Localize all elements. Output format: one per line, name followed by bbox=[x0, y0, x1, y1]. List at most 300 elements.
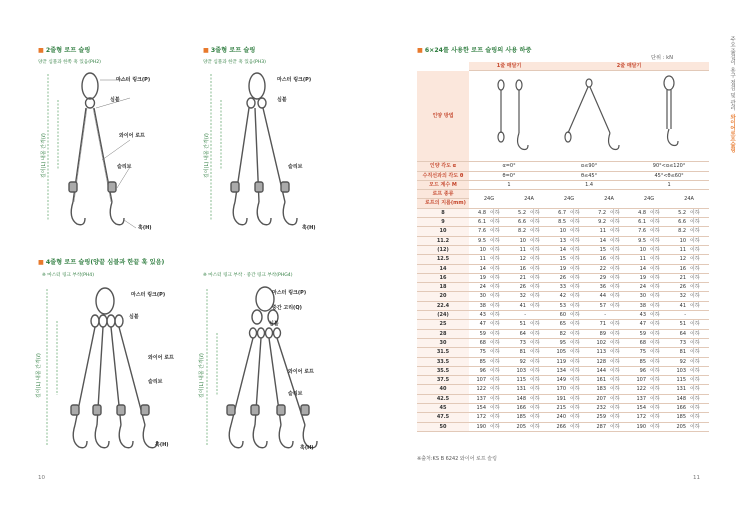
rope-diameter: 50 bbox=[417, 422, 469, 431]
load-suffix: 이하 bbox=[529, 273, 549, 282]
load-value: 44 bbox=[589, 292, 609, 301]
table-row bbox=[417, 320, 709, 329]
load-value: 60 bbox=[549, 311, 569, 320]
load-value: 64 bbox=[509, 329, 529, 338]
load-suffix: 이하 bbox=[569, 320, 589, 329]
header-angle-label: 인양 각도 α bbox=[417, 162, 469, 171]
load-suffix: 이하 bbox=[489, 292, 509, 301]
load-value: 47 bbox=[469, 320, 489, 329]
load-value: 166 bbox=[669, 404, 689, 413]
load-suffix: 이하 bbox=[569, 245, 589, 254]
label-sleeve-1: 슬리브 bbox=[117, 164, 132, 170]
load-suffix: 이하 bbox=[529, 385, 549, 394]
load-suffix: 이하 bbox=[529, 301, 549, 310]
load-value: 57 bbox=[589, 301, 609, 310]
load-value: 59 bbox=[629, 329, 649, 338]
vert-two-60: 45°<θ≤60° bbox=[629, 171, 709, 180]
load-value: 6.7 bbox=[549, 208, 569, 217]
load-value: 9.5 bbox=[469, 236, 489, 245]
rope-diameter: 33.5 bbox=[417, 357, 469, 366]
load-suffix bbox=[609, 311, 629, 320]
load-value: 6.6 bbox=[509, 218, 529, 227]
angle-two-120: 90°<α≤120° bbox=[629, 162, 709, 171]
load-suffix: 이하 bbox=[649, 413, 669, 422]
load-suffix: 이하 bbox=[609, 301, 629, 310]
load-suffix: 이하 bbox=[489, 320, 509, 329]
load-value: 207 bbox=[589, 394, 609, 403]
load-suffix: 이하 bbox=[609, 366, 629, 375]
load-suffix: 이하 bbox=[649, 283, 669, 292]
load-suffix: 이하 bbox=[609, 376, 629, 385]
load-value: 10 bbox=[509, 236, 529, 245]
load-suffix: 이하 bbox=[689, 357, 709, 366]
header-2-line: 2줄 매달기 bbox=[549, 62, 709, 71]
two-leg-lift-90-icon bbox=[554, 73, 624, 157]
section-3-line-sling-subtitle: 양끝 심블과 한끝 훅 있음(PH3) bbox=[203, 60, 266, 65]
table-row bbox=[417, 357, 709, 366]
load-value: 215 bbox=[549, 404, 569, 413]
source-note: ※출처:KS B 6242 와이어 로프 슬링 bbox=[417, 456, 497, 462]
load-suffix: 이하 bbox=[609, 227, 629, 236]
label-sleeve-4: 슬리브 bbox=[288, 391, 303, 397]
load-suffix: 이하 bbox=[689, 227, 709, 236]
rope-diameter: 16 bbox=[417, 273, 469, 282]
load-value: 183 bbox=[589, 385, 609, 394]
two-leg-lift-120-icon bbox=[639, 73, 699, 157]
load-suffix: 이하 bbox=[569, 366, 589, 375]
load-suffix: 이하 bbox=[529, 404, 549, 413]
load-value: 12 bbox=[509, 255, 529, 264]
header-1-line: 1줄 매달기 bbox=[469, 62, 549, 71]
load-suffix: 이하 bbox=[609, 236, 629, 245]
load-suffix: 이하 bbox=[529, 348, 549, 357]
load-suffix: 이하 bbox=[529, 413, 549, 422]
load-value: 30 bbox=[629, 292, 649, 301]
load-suffix: 이하 bbox=[649, 264, 669, 273]
angle-two-90: α≤90° bbox=[549, 162, 629, 171]
load-value: 26 bbox=[509, 283, 529, 292]
label-wire-rope-3: 와이어 로프 bbox=[148, 355, 174, 361]
rope-diameter: (24) bbox=[417, 311, 469, 320]
header-vert-label: 수직선과의 각도 θ bbox=[417, 171, 469, 180]
load-value: 38 bbox=[629, 301, 649, 310]
load-value: 107 bbox=[629, 376, 649, 385]
load-value: 38 bbox=[469, 301, 489, 310]
load-suffix: 이하 bbox=[489, 422, 509, 431]
load-suffix: 이하 bbox=[689, 283, 709, 292]
load-value: 43 bbox=[629, 311, 649, 320]
load-suffix: 이하 bbox=[569, 348, 589, 357]
load-suffix: 이하 bbox=[529, 292, 549, 301]
load-suffix: 이하 bbox=[689, 338, 709, 347]
load-suffix: 이하 bbox=[689, 273, 709, 282]
load-suffix: 이하 bbox=[529, 218, 549, 227]
section-3-line-sling-title: ■ 3줄형 로프 슬링 bbox=[203, 47, 256, 54]
load-value: 9.5 bbox=[629, 236, 649, 245]
load-value: 96 bbox=[469, 366, 489, 375]
load-value: 26 bbox=[669, 283, 689, 292]
load-value: 161 bbox=[589, 376, 609, 385]
load-suffix: 이하 bbox=[569, 413, 589, 422]
load-value: 81 bbox=[509, 348, 529, 357]
table-row bbox=[417, 329, 709, 338]
load-suffix: 이하 bbox=[569, 208, 589, 217]
load-value: 26 bbox=[549, 273, 569, 282]
load-value: 8.2 bbox=[509, 227, 529, 236]
load-value: 148 bbox=[669, 394, 689, 403]
load-suffix: 이하 bbox=[609, 413, 629, 422]
load-value: 59 bbox=[469, 329, 489, 338]
load-suffix: 이하 bbox=[569, 227, 589, 236]
load-value: 10 bbox=[469, 245, 489, 254]
load-suffix: 이하 bbox=[609, 320, 629, 329]
load-value: 8.2 bbox=[669, 227, 689, 236]
load-value: 131 bbox=[509, 385, 529, 394]
load-value: 287 bbox=[589, 422, 609, 431]
load-suffix: 이하 bbox=[529, 208, 549, 217]
load-suffix: 이하 bbox=[569, 255, 589, 264]
header-mode-label: 모드 계수 M bbox=[417, 180, 469, 189]
rope-diameter: (12) bbox=[417, 245, 469, 254]
table-row bbox=[417, 404, 709, 413]
label-length-4: 길이(L) 내몰 간격(ℓ) bbox=[199, 353, 205, 398]
load-suffix: 이하 bbox=[489, 208, 509, 217]
load-suffix: 이하 bbox=[609, 348, 629, 357]
load-value: 137 bbox=[629, 394, 649, 403]
load-value: 51 bbox=[669, 320, 689, 329]
method-two-leg-90 bbox=[549, 71, 629, 162]
label-wire-rope-1: 와이어 로프 bbox=[119, 133, 145, 139]
load-value: 19 bbox=[469, 273, 489, 282]
label-thimble-4: 심블 bbox=[269, 321, 279, 327]
label-sleeve-2: 슬리브 bbox=[288, 164, 303, 170]
load-suffix: 이하 bbox=[689, 413, 709, 422]
label-mid-link-4: 중간 고리(Q) bbox=[272, 305, 302, 311]
load-value: 105 bbox=[549, 348, 569, 357]
load-suffix: 이하 bbox=[489, 385, 509, 394]
ph4-subtitle: ※ 마스터 링크 부착(PH4) bbox=[42, 273, 95, 278]
type-col-5: 24G bbox=[629, 190, 669, 209]
load-value: 11 bbox=[469, 255, 489, 264]
load-suffix: 이하 bbox=[649, 236, 669, 245]
load-value: 53 bbox=[549, 301, 569, 310]
load-suffix: 이하 bbox=[569, 264, 589, 273]
load-value: 41 bbox=[509, 301, 529, 310]
rope-diameter: 31.5 bbox=[417, 348, 469, 357]
load-value: 190 bbox=[629, 422, 649, 431]
load-value: 103 bbox=[669, 366, 689, 375]
load-suffix: 이하 bbox=[609, 208, 629, 217]
rope-diameter: 10 bbox=[417, 227, 469, 236]
load-suffix: 이하 bbox=[649, 376, 669, 385]
rope-diameter: 30 bbox=[417, 338, 469, 347]
load-suffix: 이하 bbox=[569, 404, 589, 413]
load-value: 122 bbox=[629, 385, 649, 394]
load-suffix: 이하 bbox=[489, 357, 509, 366]
rope-diameter: 9 bbox=[417, 218, 469, 227]
type-col-2: 24A bbox=[509, 190, 549, 209]
load-value: 73 bbox=[509, 338, 529, 347]
load-suffix: 이하 bbox=[649, 404, 669, 413]
load-value: 154 bbox=[629, 404, 649, 413]
load-value: 13 bbox=[549, 236, 569, 245]
rope-diameter: 8 bbox=[417, 208, 469, 217]
header-type-label: 로프 종류 bbox=[417, 190, 469, 199]
load-suffix: 이하 bbox=[649, 208, 669, 217]
load-suffix: 이하 bbox=[609, 357, 629, 366]
load-value: 36 bbox=[589, 283, 609, 292]
table-row bbox=[417, 338, 709, 347]
table-row bbox=[417, 208, 709, 217]
single-leg-lift-icon bbox=[479, 73, 539, 157]
load-suffix: 이하 bbox=[569, 301, 589, 310]
load-value: 30 bbox=[469, 292, 489, 301]
load-table bbox=[417, 62, 709, 432]
label-thimble-1: 심블 bbox=[110, 97, 120, 103]
load-suffix: 이하 bbox=[529, 376, 549, 385]
type-col-6: 24A bbox=[669, 190, 709, 209]
label-master-link-4: 마스터 링크(P) bbox=[272, 290, 307, 296]
load-value: 24 bbox=[629, 283, 649, 292]
load-value: 92 bbox=[509, 357, 529, 366]
load-value: 14 bbox=[549, 245, 569, 254]
load-suffix: 이하 bbox=[529, 283, 549, 292]
load-suffix: 이하 bbox=[689, 385, 709, 394]
load-suffix: 이하 bbox=[609, 329, 629, 338]
load-suffix: 이하 bbox=[649, 385, 669, 394]
load-suffix: 이하 bbox=[489, 329, 509, 338]
label-master-link-2: 마스터 링크(P) bbox=[277, 77, 312, 83]
load-value: 148 bbox=[509, 394, 529, 403]
load-suffix: 이하 bbox=[649, 218, 669, 227]
load-suffix: 이하 bbox=[609, 218, 629, 227]
three-leg-sling-diagram bbox=[205, 70, 345, 230]
load-value: 12 bbox=[669, 255, 689, 264]
table-row bbox=[417, 264, 709, 273]
load-value: 68 bbox=[469, 338, 489, 347]
type-col-4: 24A bbox=[589, 190, 629, 209]
header-row-mode bbox=[417, 180, 709, 189]
load-value: 137 bbox=[469, 394, 489, 403]
load-suffix: 이하 bbox=[649, 245, 669, 254]
load-suffix: 이하 bbox=[689, 208, 709, 217]
method-two-leg-120 bbox=[629, 71, 709, 162]
load-value: 73 bbox=[669, 338, 689, 347]
load-suffix: 이하 bbox=[609, 273, 629, 282]
rope-diameter: 37.5 bbox=[417, 376, 469, 385]
load-value: 5.2 bbox=[669, 208, 689, 217]
load-suffix: 이하 bbox=[689, 404, 709, 413]
load-suffix: 이하 bbox=[609, 245, 629, 254]
label-hook-2: 훅(H) bbox=[302, 225, 316, 231]
load-suffix: 이하 bbox=[489, 348, 509, 357]
rope-diameter: 11.2 bbox=[417, 236, 469, 245]
load-value: 81 bbox=[669, 348, 689, 357]
rope-diameter: 45 bbox=[417, 404, 469, 413]
load-value: 65 bbox=[549, 320, 569, 329]
load-value: 10 bbox=[549, 227, 569, 236]
load-value: 41 bbox=[669, 301, 689, 310]
label-length-2: 길이(L) 내몰 간격(ℓ) bbox=[204, 133, 210, 178]
label-thimble-2: 심블 bbox=[277, 97, 287, 103]
table-row bbox=[417, 422, 709, 431]
load-suffix: 이하 bbox=[489, 301, 509, 310]
load-suffix: 이하 bbox=[529, 338, 549, 347]
rope-diameter: 12.5 bbox=[417, 255, 469, 264]
label-master-link-3: 마스터 링크(P) bbox=[131, 292, 166, 298]
load-value: 205 bbox=[669, 422, 689, 431]
table-row bbox=[417, 236, 709, 245]
load-suffix: 이하 bbox=[569, 394, 589, 403]
load-suffix: 이하 bbox=[569, 311, 589, 320]
load-suffix: 이하 bbox=[529, 329, 549, 338]
load-value: 29 bbox=[589, 273, 609, 282]
load-value: 4.8 bbox=[469, 208, 489, 217]
load-suffix: 이하 bbox=[569, 283, 589, 292]
load-suffix: 이하 bbox=[569, 338, 589, 347]
load-value: 266 bbox=[549, 422, 569, 431]
load-suffix: 이하 bbox=[649, 227, 669, 236]
load-suffix: 이하 bbox=[569, 385, 589, 394]
load-suffix: 이하 bbox=[489, 264, 509, 273]
load-value: 75 bbox=[469, 348, 489, 357]
load-suffix: 이하 bbox=[649, 292, 669, 301]
header-row-angle bbox=[417, 162, 709, 171]
load-value: 113 bbox=[589, 348, 609, 357]
load-value: 7.6 bbox=[629, 227, 649, 236]
load-suffix: 이하 bbox=[529, 255, 549, 264]
page-number-left: 10 bbox=[38, 475, 45, 481]
load-suffix bbox=[689, 311, 709, 320]
load-suffix: 이하 bbox=[489, 273, 509, 282]
load-suffix: 이하 bbox=[689, 292, 709, 301]
load-value: 185 bbox=[509, 413, 529, 422]
header-row-groups bbox=[417, 62, 709, 71]
four-leg-sling-phg4-diagram bbox=[205, 285, 345, 465]
load-suffix: 이하 bbox=[649, 394, 669, 403]
load-suffix: 이하 bbox=[489, 413, 509, 422]
header-dia-label: 로프의 지름(mm) bbox=[417, 199, 469, 208]
load-suffix: 이하 bbox=[489, 227, 509, 236]
load-value: 170 bbox=[549, 385, 569, 394]
label-wire-rope-4: 와이어 로프 bbox=[288, 369, 314, 375]
load-suffix: 이하 bbox=[569, 292, 589, 301]
load-value: 107 bbox=[469, 376, 489, 385]
label-hook-1: 훅(H) bbox=[138, 225, 152, 231]
load-value: 6.1 bbox=[469, 218, 489, 227]
four-leg-sling-ph4-diagram bbox=[45, 285, 185, 465]
load-value: 128 bbox=[589, 357, 609, 366]
angle-single: α=0° bbox=[469, 162, 549, 171]
load-value: 205 bbox=[509, 422, 529, 431]
load-suffix: 이하 bbox=[609, 385, 629, 394]
load-value: 6.6 bbox=[669, 218, 689, 227]
load-suffix: 이하 bbox=[529, 394, 549, 403]
load-suffix bbox=[529, 311, 549, 320]
load-suffix: 이하 bbox=[529, 227, 549, 236]
load-value: 42 bbox=[549, 292, 569, 301]
load-suffix: 이하 bbox=[569, 329, 589, 338]
load-value: 68 bbox=[629, 338, 649, 347]
load-value: 11 bbox=[509, 245, 529, 254]
load-suffix: 이하 bbox=[689, 376, 709, 385]
load-suffix: 이하 bbox=[609, 394, 629, 403]
load-value: 172 bbox=[629, 413, 649, 422]
mode-two-1: 1.4 bbox=[549, 180, 629, 189]
table-row bbox=[417, 376, 709, 385]
load-value: 172 bbox=[469, 413, 489, 422]
load-value: 51 bbox=[509, 320, 529, 329]
table-row bbox=[417, 413, 709, 422]
load-value: 32 bbox=[509, 292, 529, 301]
load-suffix: 이하 bbox=[609, 338, 629, 347]
table-row bbox=[417, 301, 709, 310]
load-suffix: 이하 bbox=[489, 376, 509, 385]
load-suffix: 이하 bbox=[529, 320, 549, 329]
load-value: 10 bbox=[669, 236, 689, 245]
load-value: 166 bbox=[509, 404, 529, 413]
load-suffix: 이하 bbox=[689, 329, 709, 338]
load-suffix: 이하 bbox=[689, 348, 709, 357]
load-suffix: 이하 bbox=[649, 422, 669, 431]
two-leg-sling-diagram bbox=[40, 70, 180, 230]
section-2-line-sling-title: ■ 2줄형 로프 슬링 bbox=[38, 47, 91, 54]
load-suffix: 이하 bbox=[689, 320, 709, 329]
load-value: 14 bbox=[589, 236, 609, 245]
load-suffix: 이하 bbox=[649, 329, 669, 338]
load-value: 15 bbox=[589, 245, 609, 254]
load-value: 43 bbox=[469, 311, 489, 320]
load-value: 103 bbox=[509, 366, 529, 375]
load-value: 32 bbox=[669, 292, 689, 301]
load-suffix: 이하 bbox=[489, 366, 509, 375]
load-value: 190 bbox=[469, 422, 489, 431]
load-value: 75 bbox=[629, 348, 649, 357]
load-suffix: 이하 bbox=[569, 422, 589, 431]
type-col-1: 24G bbox=[469, 190, 509, 209]
rope-diameter: 25 bbox=[417, 320, 469, 329]
load-value: 115 bbox=[669, 376, 689, 385]
load-suffix: 이하 bbox=[609, 404, 629, 413]
table-row bbox=[417, 394, 709, 403]
phg4-subtitle: ※ 마스터 링크 부착 · 중간 링크 부착(PHG4) bbox=[203, 273, 293, 278]
rope-diameter: 22.4 bbox=[417, 301, 469, 310]
load-suffix: 이하 bbox=[569, 376, 589, 385]
load-value: 64 bbox=[669, 329, 689, 338]
load-value: 85 bbox=[629, 357, 649, 366]
load-suffix: 이하 bbox=[569, 218, 589, 227]
section-2-line-sling-subtitle: 양끝 심블과 한쪽 훅 있음(PH2) bbox=[38, 60, 101, 65]
rope-diameter: 40 bbox=[417, 385, 469, 394]
load-suffix: 이하 bbox=[529, 236, 549, 245]
load-value: 154 bbox=[469, 404, 489, 413]
load-value: 5.2 bbox=[509, 208, 529, 217]
load-suffix: 이하 bbox=[529, 357, 549, 366]
load-suffix: 이하 bbox=[689, 218, 709, 227]
header-method: 인양 방법 bbox=[417, 71, 469, 162]
load-value: 14 bbox=[629, 264, 649, 273]
load-suffix: 이하 bbox=[529, 422, 549, 431]
load-value: 10 bbox=[629, 245, 649, 254]
load-suffix: 이하 bbox=[609, 283, 629, 292]
table-row bbox=[417, 227, 709, 236]
load-suffix: 이하 bbox=[529, 245, 549, 254]
table-row bbox=[417, 283, 709, 292]
load-value: 89 bbox=[589, 329, 609, 338]
load-value: 8.5 bbox=[549, 218, 569, 227]
load-value: 21 bbox=[669, 273, 689, 282]
load-suffix: 이하 bbox=[529, 366, 549, 375]
